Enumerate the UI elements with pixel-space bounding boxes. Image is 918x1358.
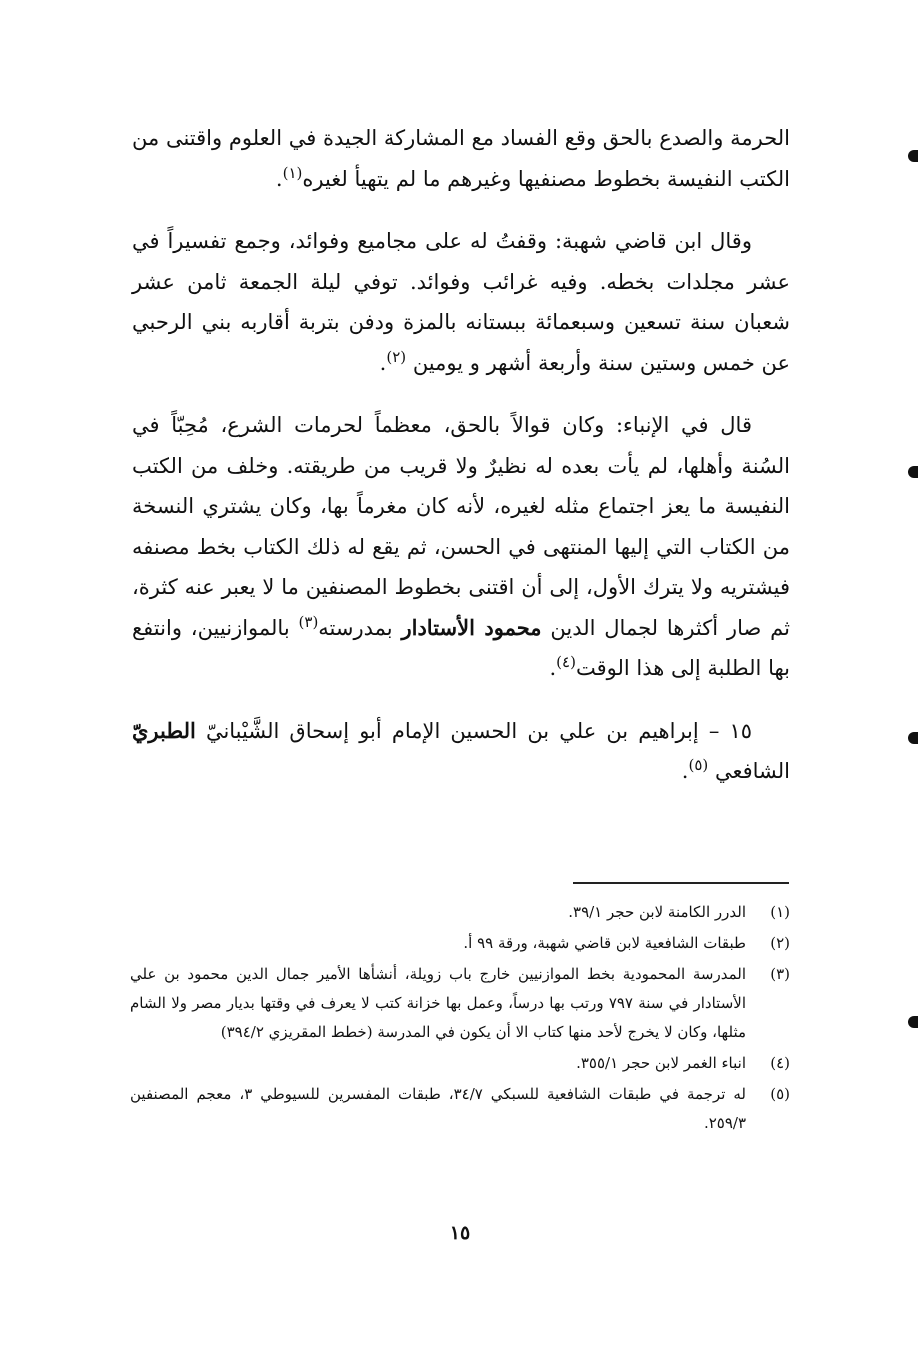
footnote-text: انباء الغمر لابن حجر ٣٥٥/١. [576,1054,746,1072]
footnote-3 [130,960,790,1047]
entry-heading-bold: الطبريّ [132,717,196,743]
footnote-number: (٢) [770,934,790,952]
footnote-number: (٤) [770,1054,790,1072]
footnote-ref-1: (١) [282,163,303,182]
footnote-number: (٣) [770,965,790,983]
paragraph-2-end: . [379,350,387,375]
footnote-separator [573,882,789,884]
entry-heading-text: ١٥ – إبراهيم بن علي بن الحسين الإمام أبو إسحاق الشَّيْبانيّ [205,718,752,743]
footnote-2 [130,929,790,958]
paragraph-1-text: الحرمة والصدع بالحق وقع الفساد مع المشاركة الجيدة في العلوم واقتنى من الكتب النفيسة بخطوط مصنفيها وغيرهم ما لم يتهيأ لغيره [132,126,790,191]
scan-edge-mark [908,150,918,162]
paragraph-2 [132,221,790,383]
scan-edge-mark [908,732,918,744]
footnote-number: (٥) [770,1085,790,1103]
footnote-text: المدرسة المحمودية بخط الموازنيين خارج باب زويلة، أنشأها الأمير جمال الدين محمود بن علي الأستادار في سنة ٧٩٧ ورتب بها درساً، وعمل بها خزانة كتب لا يعرف في وقتها بديار مصر ولا الشام مثلها، وكان لا يخرج لأحد منها كتاب الا أن يكون في المدرسة (خطط المقريزي ٣٩٤/٢) [130,965,746,1041]
footnote-ref-5: (٥) [688,756,709,774]
footnote-1 [130,898,790,927]
footnote-ref-4: (٤) [556,653,576,671]
footnote-4 [130,1049,790,1078]
footnote-ref-3: (٣) [298,612,319,631]
footnotes [130,898,790,1140]
entry-heading-text-b: الشافعي [714,759,790,783]
paragraph-1 [132,118,790,199]
page-number: ١٥ [449,1222,471,1244]
paragraph-3-text-c: بالموازنيين، وانتفع بها الطلبة إلى هذا الوقت [132,615,790,680]
footnote-5 [130,1080,790,1138]
paragraph-3-text: قال في الإنباء: وكان قوالاً بالحق، معظماً لحرمات الشرع، مُحِبّاً في السُنة وأهلها، لم يأت بعده له نظيرٌ ولا قريب من طريقته. وخلف من الكتب النفيسة ما يعز اجتماع مثله لغيره، لأنه كان مغرماً بها، وكان يشتري النسخة من الكتاب التي إليها المنتهى في الحسن، ثم يقع له ذلك الكتاب بخط مصنفه فيشتريه ولا يترك الأول، إلى أن اقتنى بخطوط المصنفين ما لا يعبر عنه كثرة، ثم صار أكثرها لجمال الدين [132,413,790,640]
footnote-text: الدرر الكامنة لابن حجر ٣٩/١. [568,903,746,921]
footnote-ref-2: (٢) [386,347,407,366]
paragraph-3-text-b: بمدرسته [318,615,393,640]
main-text [132,118,790,814]
paragraph-2-text: وقال ابن قاضي شهبة: وقفتُ له على مجاميع وفوائد، وجمع تفسيراً في عشر مجلدات بخطه. وفيه غرائب وفوائد. توفي ليلة الجمعة ثامن عشر شعبان سنة تسعين وسبعمائة ببستانه بالمزة ودفن بتربة أقاربه بني الرحبي عن خمس وستين سنة وأربعة أشهر و يومين [132,229,790,375]
scan-edge-mark [908,466,918,478]
paragraph-1-end: . [275,166,283,191]
scan-edge-mark [908,1016,918,1028]
footnote-number: (١) [770,903,790,921]
paragraph-3-end: . [549,656,557,680]
footnote-text: طبقات الشافعية لابن قاضي شهبة، ورقة ٩٩ أ. [463,934,746,952]
footnote-text: له ترجمة في طبقات الشافعية للسبكي ٣٤/٧، طبقات المفسرين للسيوطي ٣، معجم المصنفين ٢٥٩/٣. [130,1085,746,1132]
entry-heading-end: . [681,759,689,783]
entry-heading [132,711,790,792]
paragraph-3-bold-name: محمود الأستادار [401,614,542,640]
paragraph-3 [132,405,790,689]
